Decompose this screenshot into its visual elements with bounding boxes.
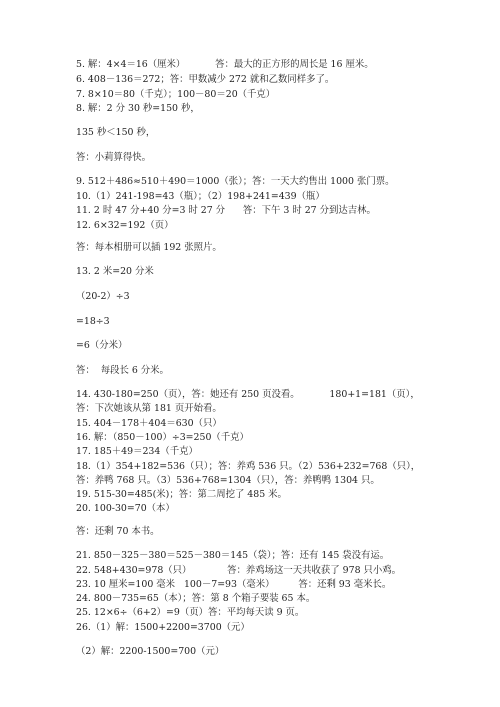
answer-line-19: 19. 515-30=485(米)；答：第二周挖了 485 米。 [76, 489, 287, 500]
answer-line-11: 11. 2 时 47 分+40 分=3 时 27 分 答：下午 3 时 27 分到达吉林。 [76, 205, 376, 216]
answer-line-15: 15. 404－178＋404＝630（只） [76, 418, 222, 429]
answer-line-6: 6. 408－136＝272；答：甲数减少 272 就和乙数同样多了。 [76, 74, 335, 85]
answer-line-13-step3: =6（分米） [76, 340, 128, 351]
answer-line-24: 24. 800－735=65（本）；答：第 8 个箱子要装 65 本。 [76, 593, 316, 604]
answer-line-22: 22. 548+430=978（只） 答：养鸡场这一天共收获了 978 只小鸡。 [76, 565, 402, 576]
answer-line-18-cont: 答：养鸭 768 只。（3）536+768=1304（只），答：养鸭鸭 1304 只。 [76, 475, 380, 486]
answer-line-7: 7. 8×10＝80（千克）；100－80＝20（千克） [76, 89, 276, 100]
answer-line-8-conclusion: 答：小莉算得快。 [76, 152, 152, 163]
answer-line-14-cont: 答：下次她该从第 181 页开始看。 [76, 403, 222, 414]
answer-line-13-step2: =18÷3 [76, 316, 110, 327]
answer-line-8: 8. 解：2 分 30 秒=150 秒， [76, 103, 200, 114]
answer-line-5: 5. 解：4×4＝16（厘米） 答：最大的正方形的周长是 16 厘米。 [76, 59, 374, 70]
answer-line-18: 18.（1）354+182=536（只）；答：养鸡 536 只。（2）536+232=768（只）， [76, 461, 421, 472]
answer-line-16: 16. 解：（850－100）÷3=250（千克） [76, 432, 249, 443]
answer-line-13-conclusion: 答： 每段长 6 分米。 [76, 365, 169, 376]
answer-line-26-part2: （2）解：2200-1500=700（元） [76, 646, 225, 657]
answer-line-26: 26.（1）解：1500+2200=3700（元） [76, 622, 250, 633]
answer-line-9: 9. 512＋486≈510＋490＝1000（张）；答：一天大约售出 1000 张门票。 [76, 176, 395, 187]
answer-line-20: 20. 100-30=70（本） [76, 503, 175, 514]
answer-line-23: 23. 10 厘米=100 毫米 100－7=93（毫米） 答：还剩 93 毫米长。 [76, 579, 392, 590]
answer-line-8-step: 135 秒＜150 秒， [76, 127, 156, 138]
answer-line-20-conclusion: 答：还剩 70 本书。 [76, 526, 160, 537]
answer-line-13: 13. 2 米=20 分米 [76, 266, 154, 277]
answer-line-12: 12. 6×32=192（页） [76, 220, 174, 231]
answer-line-12-conclusion: 答：每本相册可以插 192 张照片。 [76, 242, 222, 253]
answer-line-17: 17. 185＋49＝234（千克） [76, 446, 198, 457]
answer-line-14: 14. 430-180=250（页），答：她还有 250 页没看。 180+1=181（页）， [76, 389, 420, 400]
answer-line-10: 10.（1）241-198=43（瓶）；（2）198+241=439（瓶） [76, 191, 325, 202]
answer-line-13-step1: （20-2）÷3 [76, 291, 130, 302]
answer-line-25: 25. 12×6÷（6+2）=9（页）答：平均每天读 9 页。 [76, 607, 305, 618]
answer-line-21: 21. 850－325－380＝525－380＝145（袋）；答：还有 145 袋没有运。 [76, 550, 390, 561]
